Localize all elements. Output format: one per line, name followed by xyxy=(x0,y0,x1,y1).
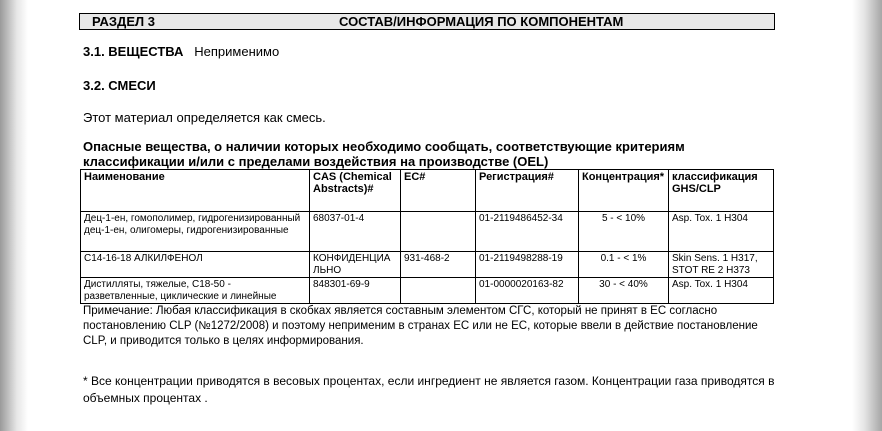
table-row xyxy=(81,252,774,278)
hazard-title-line2: классификации и/или с пределами воздействия на производстве (OEL) xyxy=(83,154,549,169)
cell-name: C14-16-18 АЛКИЛФЕНОЛ xyxy=(81,252,310,278)
substances-heading: 3.1. ВЕЩЕСТВА xyxy=(83,44,184,59)
cell-classification: Asp. Tox. 1 H304 xyxy=(669,278,774,304)
mixture-description: Этот материал определяется как смесь. xyxy=(83,110,326,125)
cell-name: Дистилляты, тяжелые, C18-50 - разветвленные, циклические и линейные xyxy=(81,278,310,304)
cell-ec xyxy=(401,212,476,252)
table-header-row xyxy=(81,170,774,212)
substances-value: Неприменимо xyxy=(194,44,280,59)
concentration-footnote: * Все концентрации приводятся в весовых процентах, если ингредиент не является газом. Концентрации газа приводятся в объемных процентах . xyxy=(83,374,775,405)
section-title: СОСТАВ/ИНФОРМАЦИЯ ПО КОМПОНЕНТАМ xyxy=(339,14,624,29)
page-edge-right xyxy=(852,0,882,431)
col-header-registration: Регистрация# xyxy=(476,170,579,212)
table-row xyxy=(81,212,774,252)
cell-cas: 848301-69-9 xyxy=(310,278,401,304)
section-number: РАЗДЕЛ 3 xyxy=(92,14,155,29)
col-header-ec: EC# xyxy=(401,170,476,212)
col-header-classification: классификация GHS/CLP xyxy=(669,170,774,212)
hazard-title-line1: Опасные вещества, о наличии которых необходимо сообщать, соответствующие критериям xyxy=(83,139,685,154)
cell-name: Дец-1-ен, гомополимер, гидрогенизированный дец-1-ен, олигомеры, гидрогенизированные xyxy=(81,212,310,252)
cell-classification: Asp. Tox. 1 H304 xyxy=(669,212,774,252)
components-table xyxy=(80,169,774,304)
col-header-concentration: Концентрация* xyxy=(579,170,669,212)
cell-registration: 01-0000020163-82 xyxy=(476,278,579,304)
cell-cas: 68037-01-4 xyxy=(310,212,401,252)
cell-concentration: 30 - < 40% xyxy=(579,278,669,304)
cell-concentration: 5 - < 10% xyxy=(579,212,669,252)
cell-classification: Skin Sens. 1 H317, STOT RE 2 H373 xyxy=(669,252,774,278)
col-header-cas: CAS (Chemical Abstracts)# xyxy=(310,170,401,212)
page-edge-left xyxy=(0,0,28,431)
classification-note: Примечание: Любая классификация в скобках является составным элементом СГС, который не принят в ЕС согласно постановлению CLP (№1272/2008) и поэтому неприменим в странах ЕС или не ЕС, которые ввели в действие постановление CLP, и приводится только в целях информирования. xyxy=(83,305,758,347)
cell-ec xyxy=(401,278,476,304)
section-header xyxy=(79,13,775,30)
table-row xyxy=(81,278,774,304)
cell-cas: КОНФИДЕНЦИАЛЬНО xyxy=(310,252,401,278)
cell-concentration: 0.1 - < 1% xyxy=(579,252,669,278)
cell-registration: 01-2119498288-19 xyxy=(476,252,579,278)
cell-registration: 01-2119486452-34 xyxy=(476,212,579,252)
col-header-name: Наименование xyxy=(81,170,310,212)
substances-line xyxy=(83,44,279,60)
cell-ec: 931-468-2 xyxy=(401,252,476,278)
mixtures-heading: 3.2. СМЕСИ xyxy=(83,78,156,93)
